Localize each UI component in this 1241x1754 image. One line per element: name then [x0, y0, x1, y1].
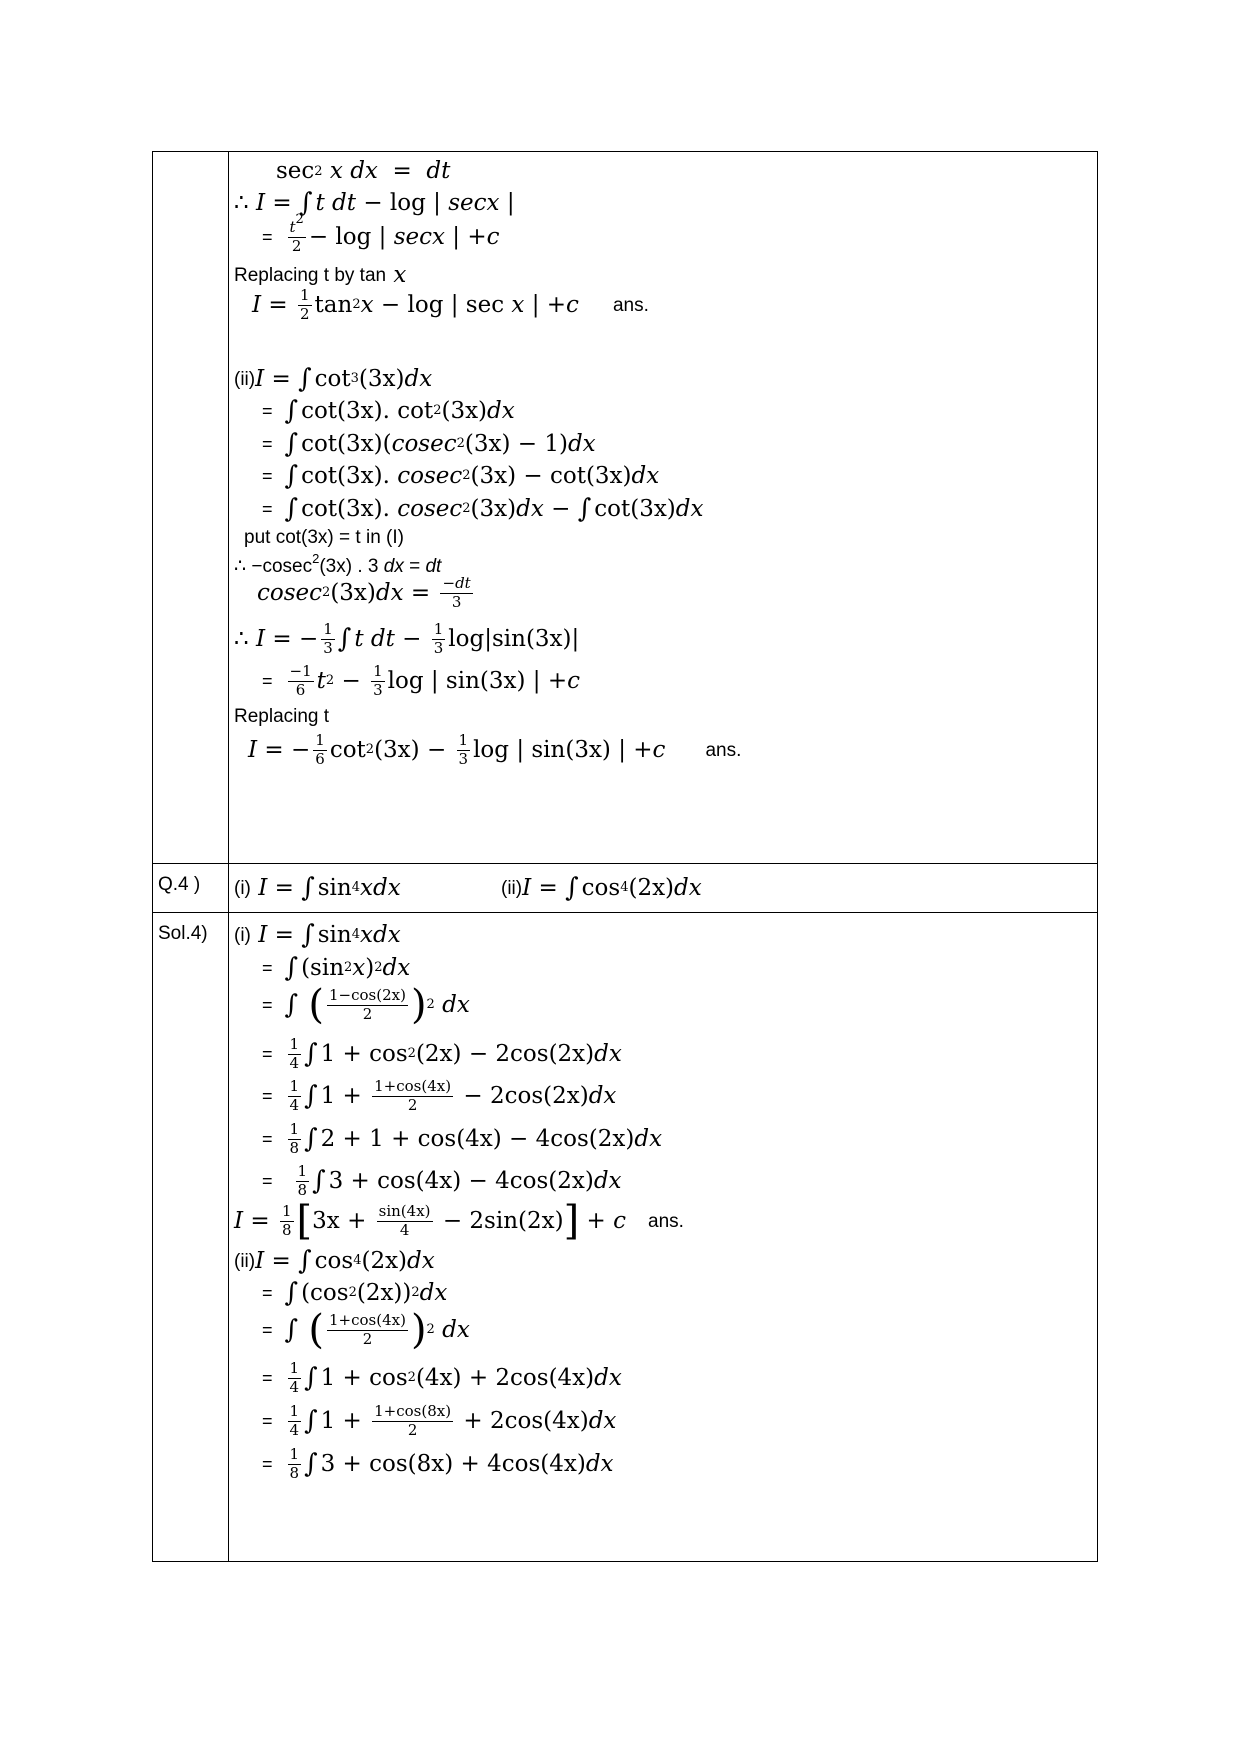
replacing-tan-text: Replacing t by tan [234, 265, 387, 286]
text-line: ∴ −cosec$^2$(3x) . 3 dx = dt [234, 551, 442, 577]
math-line: = $\frac{t^2}{2}$ − log | secx | + c [262, 212, 500, 255]
math-line: = ∫ cot(3x). cosec 2 (3x) dx − ∫ cot(3x) dx [262, 494, 704, 524]
part-tag: (i) [234, 924, 251, 946]
answer-line: I = $\frac{1}{8}$ [ 3x + $\frac{\sin(4x)}{4}$ − 2sin(2x) ] + c ans. [234, 1198, 684, 1245]
math-line: = $\frac{1}{8}$ ∫ 3 + cos(8x) + 4cos(4x) dx [262, 1445, 614, 1482]
math-line: = ∫ cot(3x). cosec 2 (3x) − cot(3x) dx [262, 461, 660, 491]
equals-sign: = [262, 1320, 273, 1341]
math-line: = $\frac{1}{4}$ ∫ 1 + $\frac{1+\cos(8x)}{2}$ + 2cos(4x) dx [262, 1402, 617, 1439]
equals-sign: = [262, 1171, 273, 1192]
math-line: (i) I = ∫ sin 4 xdx [234, 920, 401, 950]
question-cell [229, 864, 1097, 912]
equals-sign: = [262, 958, 273, 978]
equals-sign: = [262, 1044, 273, 1065]
answer-line: I = − $\frac{1}{6}$ cot 2 (3x) − $\frac{1}{3}$ log | sin(3x) | + c ans. [248, 731, 742, 768]
math-line: = $\frac{1}{4}$ ∫ 1 + cos 2 (4x) + 2cos(4x) dx [262, 1359, 622, 1396]
part-tag: (ii) [234, 368, 256, 390]
therefore-text: ∴ −cosec [234, 556, 313, 577]
question-part-ii: (ii) I = ∫ cos 4 (2x) dx [501, 873, 702, 903]
math-line: = $\frac{1}{4}$ ∫ 1 + $\frac{1+\cos(4x)}{2}$ − 2cos(2x) dx [262, 1077, 617, 1114]
part-tag: (i) [234, 877, 251, 899]
math-line: (ii) I = ∫ cot 3 (3x) dx [234, 364, 433, 394]
solution-cell [229, 913, 1097, 1561]
equals-sign: = [262, 499, 273, 519]
math-line: = $\frac{-1}{6}$ t 2 − $\frac{1}{3}$ log | sin(3x) | + c [262, 662, 580, 699]
text-line [244, 528, 404, 547]
table-row [153, 863, 1097, 912]
ans-label: ans. [705, 739, 742, 761]
put-substitution-text: put cot(3x) = t in (I) [244, 527, 404, 548]
ans-label: ans. [648, 1210, 684, 1232]
text-line [234, 707, 329, 726]
math-line: (ii) I = ∫ cos 4 (2x) dx [234, 1246, 435, 1276]
part-tag: (ii) [501, 877, 523, 899]
math-line: sec 2 x dx = dt [276, 158, 451, 184]
table-row [153, 152, 1097, 863]
equals-sign: = [262, 434, 273, 454]
equals-sign: = [262, 227, 273, 248]
equals-sign: = [262, 995, 273, 1016]
replacing-t-text: Replacing t [234, 706, 330, 727]
math-line: ∴ I = ∫ t dt − log | secx | [234, 188, 515, 218]
equals-sign: = [262, 1454, 273, 1475]
equals-sign: = [262, 671, 273, 692]
math-line: = $\frac{1}{4}$ ∫ 1 + cos 2 (2x) − 2cos(2x) dx [262, 1035, 622, 1072]
table-row [153, 912, 1097, 1561]
equals-sign: = [262, 401, 273, 421]
text-line: Replacing t by tan x [234, 262, 407, 288]
ans-label: ans. [612, 294, 649, 316]
row-label-cell [153, 152, 229, 863]
math-line: ∴ I = − $\frac{1}{3}$ ∫ t dt − $\frac{1}{3}$ log|sin(3x)| [234, 620, 580, 657]
question-part-i: (i) I = ∫ sin 4 xdx [234, 873, 401, 903]
equals-sign: = [262, 1368, 273, 1389]
math-line: = ∫ ( $\frac{1+\cos(4x)}{2}$ ) 2 dx [262, 1307, 470, 1354]
solution-label: Sol.4) [153, 913, 229, 1561]
part-tag: (ii) [234, 1250, 256, 1272]
equals-sign: = [262, 1129, 273, 1150]
math-line: = ∫ cot(3x). cot 2 (3x) dx [262, 396, 515, 426]
answer-line: I = $\frac{1}{2}$ tan 2 x − log | sec x | + c ans. [252, 286, 649, 323]
math-line: = ∫ (sin 2 x ) 2 dx [262, 953, 411, 983]
math-line: = $\frac{1}{8}$ ∫ 2 + 1 + cos(4x) − 4cos(2x) dx [262, 1120, 663, 1157]
equals-sign: = [262, 1283, 273, 1303]
math-line: = ∫ cot(3x)( cosec 2 (3x) − 1) dx [262, 429, 596, 459]
question-label: Q.4 ) [153, 864, 229, 912]
math-line: = ∫ ( $\frac{1-\cos(2x)}{2}$ ) 2 dx [262, 982, 470, 1029]
math-line: = $\frac{1}{8}$ ∫ 3 + cos(4x) − 4cos(2x) dx [262, 1162, 622, 1199]
equals-sign: = [262, 1411, 273, 1432]
solution-table [152, 151, 1098, 1562]
equals-sign: = [262, 466, 273, 486]
math-line: = ∫ (cos 2 (2x)) 2 dx [262, 1278, 448, 1308]
math-line: cosec 2 (3x) dx = $\frac{-dt}{3}$ [257, 574, 471, 611]
equals-sign: = [262, 1086, 273, 1107]
solution-cell [229, 152, 1097, 863]
